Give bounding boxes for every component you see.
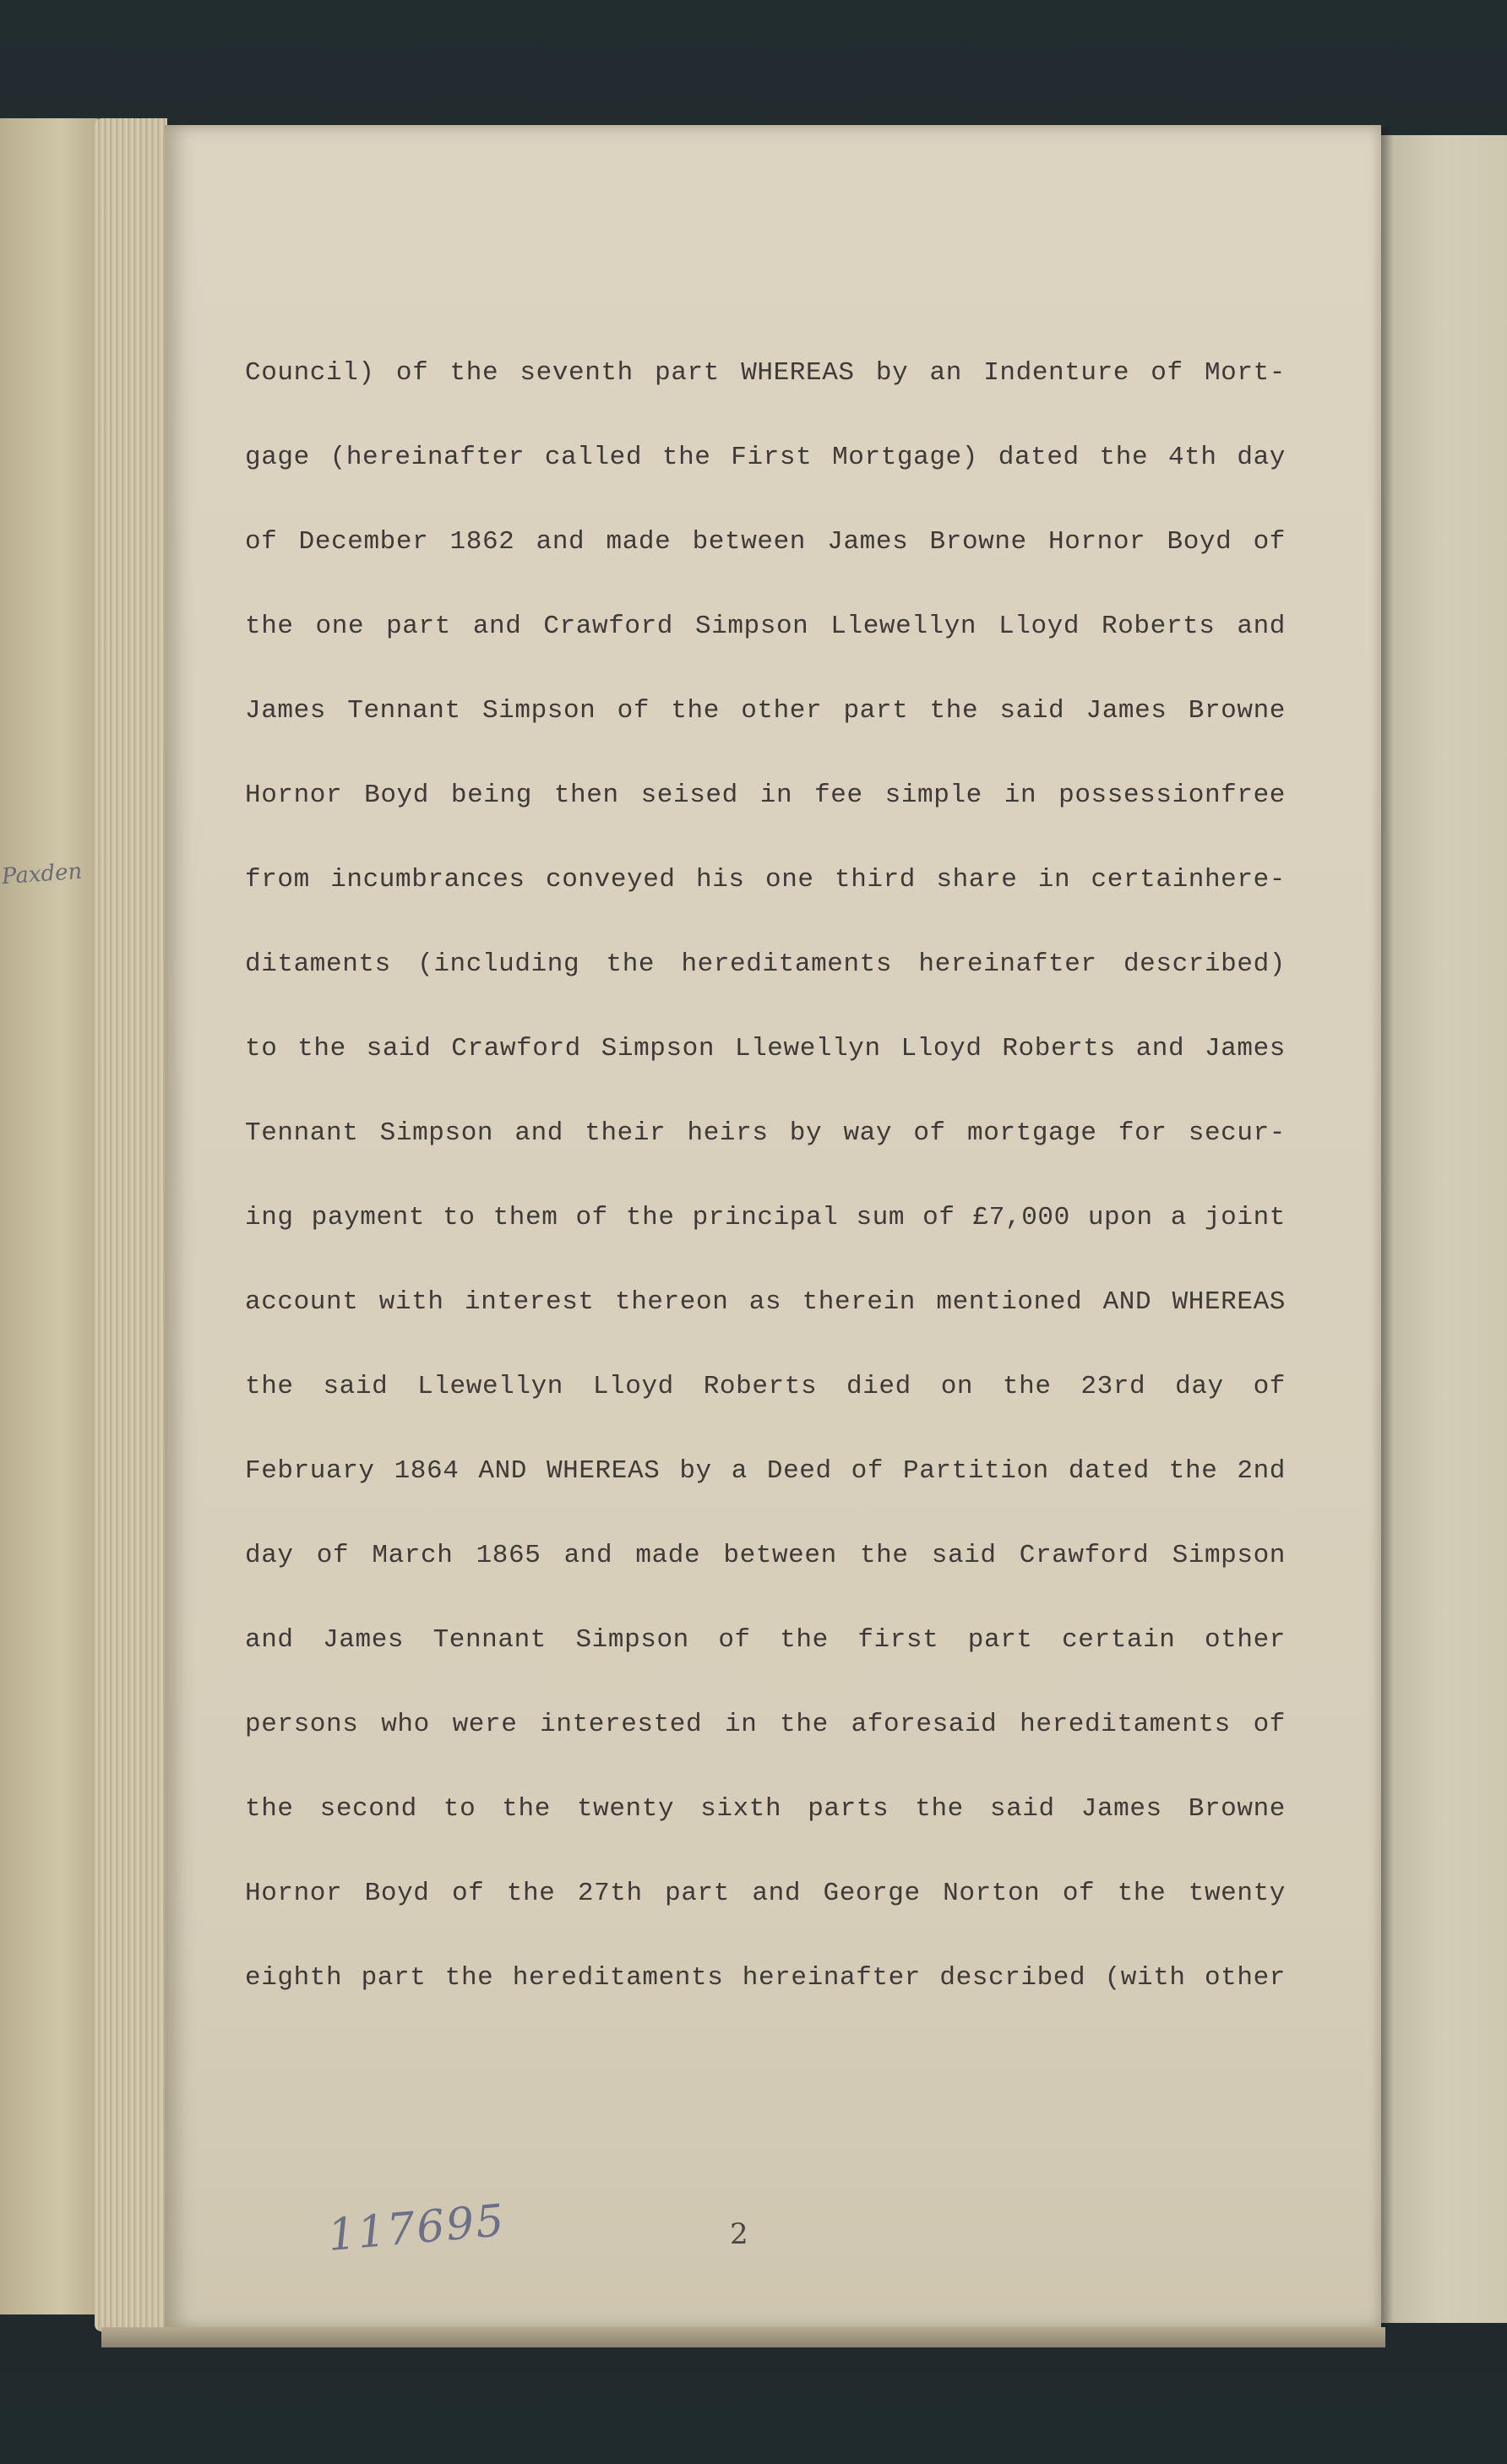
text-line: February 1864 AND WHEREAS by a Deed of Partition dated the 2nd (245, 1456, 1286, 1486)
text-line: Hornor Boyd being then seised in fee simple in possessionfree (245, 781, 1286, 810)
page-number: 2 (730, 2217, 748, 2251)
text-line: the said Llewellyn Lloyd Roberts died on the 23rd day of (245, 1372, 1286, 1401)
text-line: from incumbrances conveyed his one third share in certainhere- (245, 865, 1286, 895)
page-bottom-edge (101, 2327, 1385, 2347)
text-line: Hornor Boyd of the 27th part and George Norton of the twenty (245, 1879, 1286, 1908)
page-stack-edges (95, 118, 167, 2331)
text-line: ditaments (including the hereditaments hereinafter described) (245, 949, 1286, 979)
handwritten-reference-number: 117695 (325, 2195, 508, 2262)
text-line: the one part and Crawford Simpson Llewellyn Lloyd Roberts and (245, 612, 1286, 641)
margin-note: Paxden (1, 858, 84, 890)
text-line: and James Tennant Simpson of the first part certain other (245, 1625, 1286, 1655)
text-line: Tennant Simpson and their heirs by way of mortgage for secur- (245, 1118, 1286, 1148)
text-line: day of March 1865 and made between the said Crawford Simpson (245, 1541, 1286, 1570)
text-line: the second to the twenty sixth parts the said James Browne (245, 1794, 1286, 1824)
text-line: of December 1862 and made between James Browne Hornor Boyd of (245, 527, 1286, 557)
text-line: gage (hereinafter called the First Mortgage) dated the 4th day (245, 443, 1286, 472)
text-line: persons who were interested in the aforesaid hereditaments of (245, 1710, 1286, 1739)
typed-text-block (245, 351, 1309, 2040)
text-line: James Tennant Simpson of the other part the said James Browne (245, 696, 1286, 726)
text-line: ing payment to them of the principal sum of £7,000 upon a joint (245, 1203, 1286, 1232)
next-page-edge (1379, 135, 1507, 2323)
text-line: to the said Crawford Simpson Llewellyn Lloyd Roberts and James (245, 1034, 1286, 1063)
text-line: eighth part the hereditaments hereinafter described (with other (245, 1963, 1286, 1993)
text-line: Council) of the seventh part WHEREAS by an Indenture of Mort- (245, 358, 1286, 388)
previous-page-edge (0, 118, 101, 2314)
text-line: account with interest thereon as therein mentioned AND WHEREAS (245, 1287, 1286, 1317)
